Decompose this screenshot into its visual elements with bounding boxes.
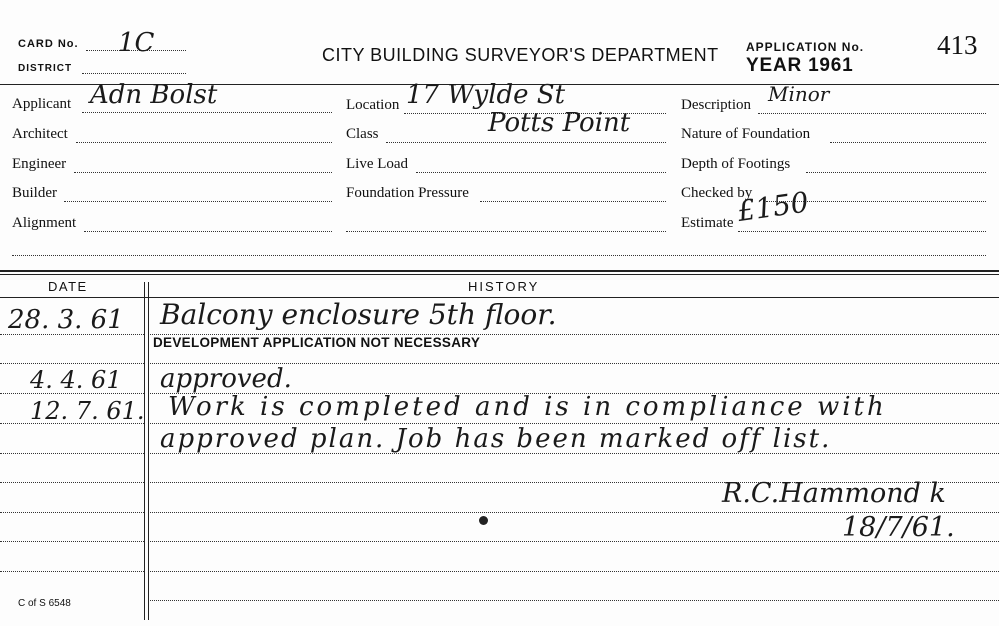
history-date-1: 28. 3. 61 — [8, 305, 124, 335]
estimate-label: Estimate — [681, 215, 734, 231]
card-no-label: CARD No. — [18, 38, 79, 50]
checked-by-label: Checked by — [681, 185, 753, 201]
date-column-divider — [144, 282, 145, 620]
description-value: Minor — [768, 82, 830, 106]
punch-hole-mark — [479, 516, 488, 525]
history-entry-1: Balcony enclosure 5th floor. — [160, 298, 557, 331]
applicant-value: Adn Bolst — [90, 80, 218, 110]
live-load-label: Live Load — [346, 156, 409, 172]
depth-of-footings-label: Depth of Footings — [681, 156, 791, 172]
history-top-rule — [0, 270, 999, 272]
applicant-label: Applicant — [12, 96, 72, 112]
description-label: Description — [681, 97, 751, 113]
location-value: 17 Wylde St — [406, 80, 566, 110]
alignment-label: Alignment — [12, 215, 77, 231]
history-entry-2: approved. — [160, 364, 292, 394]
estimate-value: £150 — [735, 185, 811, 228]
development-stamp: DEVELOPMENT APPLICATION NOT NECESSARY — [153, 335, 481, 350]
card-no-value: 1C — [118, 28, 155, 58]
foundation-pressure-label: Foundation Pressure — [346, 185, 469, 201]
architect-label: Architect — [12, 126, 68, 142]
application-no-label: APPLICATION No. — [746, 40, 865, 54]
year-label: YEAR 1961 — [746, 55, 854, 76]
application-number: 413 — [937, 30, 978, 60]
builder-label: Builder — [12, 185, 57, 201]
date-column-divider-inner — [148, 282, 149, 620]
class-label: Class — [346, 126, 379, 142]
form-code: C of S 6548 — [18, 598, 71, 609]
nature-of-foundation-label: Nature of Foundation — [681, 126, 811, 142]
district-label: DISTRICT — [18, 63, 73, 74]
location-label: Location — [346, 97, 400, 113]
history-date-2: 4. 4. 61 — [30, 366, 122, 394]
history-entry-3: Work is completed and is in compliance with — [168, 392, 887, 422]
location-value-line2: Potts Point — [488, 108, 631, 138]
signature-date: 18/7/61. — [842, 512, 955, 543]
date-column-header: DATE — [48, 279, 88, 294]
history-entry-4: approved plan. Job has been marked off list. — [160, 424, 832, 454]
department-title: CITY BUILDING SURVEYOR'S DEPARTMENT — [322, 45, 719, 65]
history-column-header: HISTORY — [468, 279, 540, 294]
signature: R.C.Hammond k — [722, 478, 946, 509]
history-top-rule-inner — [0, 274, 999, 275]
engineer-label: Engineer — [12, 156, 67, 172]
history-date-3: 12. 7. 61. — [30, 397, 145, 425]
